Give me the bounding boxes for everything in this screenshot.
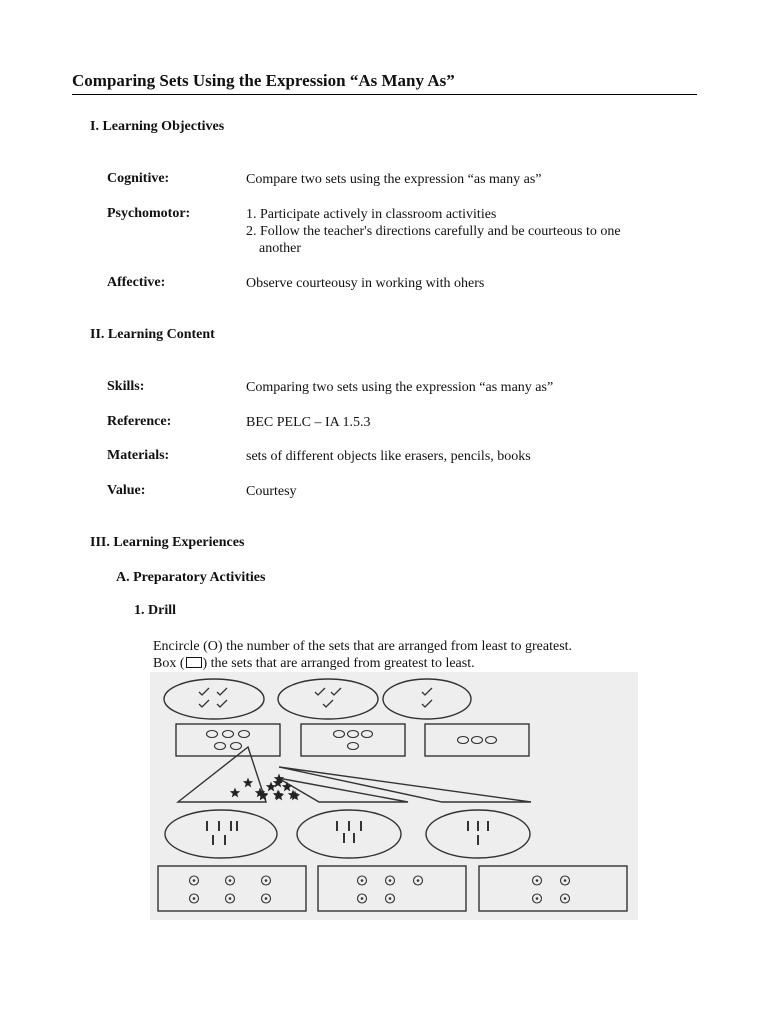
flower-center [564,897,567,900]
circle-set-box [176,724,280,756]
check-mark-icon [217,688,227,695]
flower-center [389,879,392,882]
check-mark-icon [315,688,325,695]
line-set-oval [165,810,277,858]
flower-center [361,897,364,900]
instruction-box-suffix: ) the sets that are arranged from greatest to least. [202,656,475,671]
materials-value: sets of different objects like erasers, pencils, books [246,449,531,464]
flower-set-box [318,866,466,911]
psychomotor-item-2: 2. Follow the teacher's directions carefully and be courteous to one [246,224,621,239]
star-icon [282,782,292,792]
check-mark-icon [199,688,209,695]
flower-center [193,897,196,900]
circle-set-box [425,724,529,756]
skills-label: Skills: [107,379,145,394]
check-set-oval [278,679,378,719]
check-set-oval [383,679,471,719]
drill-heading: 1. Drill [134,603,176,618]
psychomotor-label: Psychomotor: [107,206,191,221]
value-label: Value: [107,483,146,498]
reference-label: Reference: [107,414,172,429]
small-circle-icon [458,737,469,744]
small-circle-icon [348,731,359,738]
instruction-box-prefix: Box ( [153,656,185,671]
box-symbol-icon [186,657,202,668]
page-title: Comparing Sets Using the Expression “As Many As” [72,71,455,90]
flower-center [193,879,196,882]
materials-label: Materials: [107,448,170,463]
small-circle-icon [472,737,483,744]
small-circle-icon [362,731,373,738]
check-mark-icon [217,700,227,707]
small-circle-icon [207,731,218,738]
check-mark-icon [422,700,432,707]
star-set-triangle [178,747,266,802]
small-circle-icon [223,731,234,738]
title-divider [72,94,697,95]
check-mark-icon [199,700,209,707]
flower-set-box [158,866,306,911]
small-circle-icon [231,743,242,750]
skills-value: Comparing two sets using the expression “as many as” [246,380,554,395]
small-circle-icon [334,731,345,738]
flower-center [536,897,539,900]
flower-center [564,879,567,882]
flower-center [389,897,392,900]
star-icon [266,782,276,792]
value-value: Courtesy [246,484,297,499]
check-mark-icon [331,688,341,695]
psychomotor-item-2-cont: another [259,241,301,256]
small-circle-icon [348,743,359,750]
psychomotor-item-1: 1. Participate actively in classroom activities [246,207,497,222]
flower-center [229,879,232,882]
check-mark-icon [323,700,333,707]
small-circle-icon [239,731,250,738]
circle-set-box [301,724,405,756]
line-set-oval [297,810,401,858]
flower-center [417,879,420,882]
reference-value: BEC PELC – IA 1.5.3 [246,415,371,430]
drill-instruction-encircle: Encircle (O) the number of the sets that are arranged from least to greatest. [153,639,573,654]
drill-worksheet-image [150,672,638,920]
drill-instruction-box [153,656,475,672]
flower-center [536,879,539,882]
affective-value: Observe courteousy in working with ohers [246,276,485,291]
objectives-heading: I. Learning Objectives [90,119,225,134]
small-circle-icon [486,737,497,744]
flower-center [265,897,268,900]
flower-center [361,879,364,882]
star-icon [230,788,240,798]
star-icon [290,791,300,801]
small-circle-icon [215,743,226,750]
content-heading: II. Learning Content [90,327,215,342]
flower-set-box [479,866,627,911]
preparatory-heading: A. Preparatory Activities [116,570,266,585]
flower-center [229,897,232,900]
experiences-heading: III. Learning Experiences [90,535,245,550]
line-set-oval [426,810,530,858]
check-mark-icon [422,688,432,695]
flower-center [265,879,268,882]
drill-sets-figure [150,672,638,920]
cognitive-value: Compare two sets using the expression “as many as” [246,172,542,187]
check-set-oval [164,679,264,719]
cognitive-label: Cognitive: [107,171,170,186]
star-icon [243,778,253,788]
affective-label: Affective: [107,275,166,290]
